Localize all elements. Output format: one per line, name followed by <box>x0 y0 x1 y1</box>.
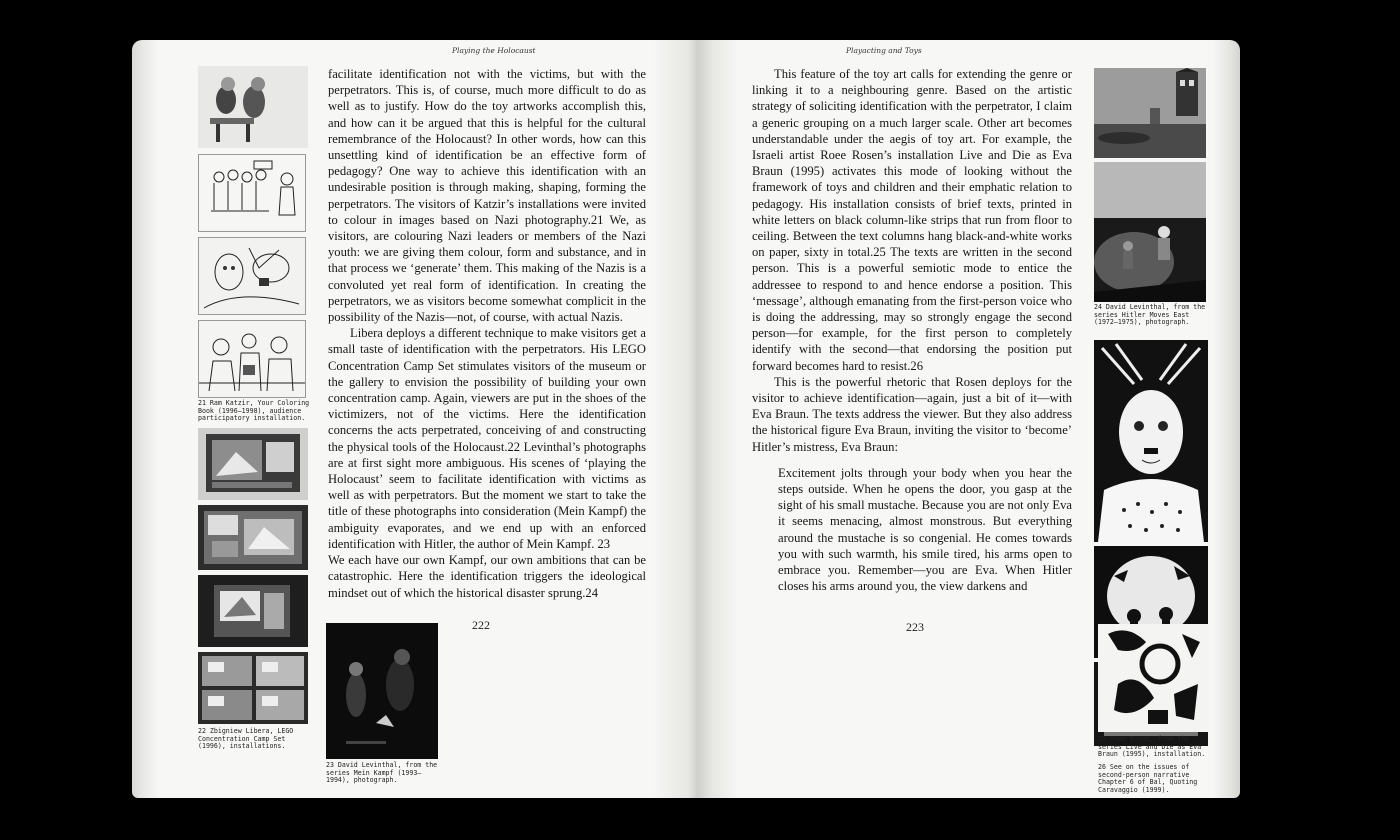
caption-22: 22 Zbigniew Libera, LEGO Concentration Camp Set (1996), installations. <box>198 727 294 751</box>
photo-hitler-moves-east-1 <box>1094 68 1206 158</box>
drawing-nazi-youth <box>198 154 306 232</box>
open-book <box>132 40 1240 798</box>
drawing-crowd <box>198 320 306 398</box>
block-quote: Excitement jolts through your body when you hear the steps outside. When he opens the door, you gasp at the sight of his small mustache. Because you are not only Eva it seems menacing, almost monstrous. But everything around the mustache is so congenial. He comes towards you with such warmth, his smile tired, his arms open to embrace you. Remember—you are Eva. When Hitler closes his arms around you, the view darkens and <box>778 465 1072 594</box>
right-page <box>698 40 1240 798</box>
caption-24: 24 David Levinthal, from the series Hitler Moves East (1972–1975), photograph. <box>1094 303 1206 327</box>
photo-lego-box-3 <box>198 575 308 647</box>
caption-25: 25 Roee Rosen, from the series Live and Die as Eva Braun (1995), installation. <box>1098 735 1206 759</box>
photo-lego-box-2 <box>198 505 308 570</box>
artwork-rosen-collage <box>1098 624 1208 732</box>
paragraph: Libera deploys a different technique to make visitors get a small taste of identification with the perpetrators. His LEGO Concentration Camp Set stimulates visitors of the museum or the gallery to envision the possibility of building your own concentration camp. Again, viewers are put in the shoes of the victimizers, not of the victims. Here the identification concerns the acts perpetrated, conceiving of and constructing the physical tools of the Holocaust.22 Levinthal’s photographs are at first sight more ambiguous. His scenes of ‘playing the Holocaust’ seem to facilitate identification with victims as well as with perpetrators. But the moment we start to take the title of these photographs into consideration (Mein Kampf) the ambiguity evaporates, and we end up with an enforced identification with Hitler, the author of Mein Kampf. 23 <box>328 326 646 551</box>
running-head-left: Playing the Holocaust <box>452 46 536 55</box>
caption-26: 26 See on the issues of second-person narrative Chapter 6 of Bal, Quoting Caravaggio (1999). <box>1098 763 1198 794</box>
caption-23: 23 David Levinthal, from the series Mein Kampf (1993–1994), photograph. <box>326 761 438 785</box>
drawing-faces <box>198 237 306 315</box>
running-head-right: Playacting and Toys <box>846 46 922 55</box>
left-body-text <box>328 66 646 601</box>
left-page <box>132 40 698 798</box>
paragraph: facilitate identification not with the victims, but with the perpetrators. This is, of course, much more difficult to do as well as to justify. How do the toy artworks accomplish this, and how can it be argued that this is helpful for the cultural remembrance of the Holocaust? In other words, how can this unsettling kind of identification be an effective form of pedagogy? One way to achieve this identification with an undesirable position is through making, shaping, forming the perpetrators. The visitors of Katzir’s installations were invited to colour in images based on Nazi photography.21 We, as visitors, are colouring Nazi leaders or members of the Nazi youth: we are giving them colour, form and substance, and in that process we ‘generate’ them. This making of the Nazis is a convoluted yet real form of identification. In creating the perpetrators, we as visitors become somewhat complicit in the possibility of the Nazis—not, of course, with actual Nazis. <box>328 67 646 325</box>
photo-lego-box-1 <box>198 428 308 500</box>
paragraph: This is the powerful rhetoric that Rosen deploys for the visitor to achieve identification—again, just a bit of it—with Eva Braun. The texts address the viewer. But they also address the historical figure Eva Braun, inviting the visitor to ‘become’ Hitler’s mistress, Eva Braun: <box>752 374 1072 454</box>
page-number-left: 222 <box>472 618 490 632</box>
photo-katzir-visitors <box>198 66 308 148</box>
photo-lego-boxes-4 <box>198 652 308 724</box>
photo-mein-kampf <box>326 623 438 759</box>
caption-21: 21 Ram Katzir, Your Coloring Book (1996–1998), audience participatory installation. <box>198 399 310 423</box>
photo-hitler-moves-east-2 <box>1094 162 1206 302</box>
artwork-eva-braun-portrait <box>1094 340 1208 542</box>
page-number-right: 223 <box>906 620 924 634</box>
right-body-text <box>752 66 1072 595</box>
paragraph: We each have our own Kampf, our own ambitions that can be catastrophic. Here the identification triggers the ideological mindset out of which the historical disaster sprung.24 <box>328 553 646 600</box>
paragraph: This feature of the toy art calls for extending the genre or linking it to a neighbouring genre. Based on the artistic strategy of soliciting identification with the perpetrator, I claim a generic grouping on a much larger scale. Other art becomes understandable under the aegis of toy art. For example, the Israeli artist Roee Rosen’s installation Live and Die as Eva Braun (1995) activates this mode of looking without the framework of toys and children and their emphatic relation to pedagogy. His installation consists of brief texts, printed in white letters on black column-like strips that run from floor to ceiling. Between the text columns hang black-and-white works on paper, sixty in total.25 The texts are written in the second person. This is a powerful semiotic mode to entice the addressee to respond to and hence endorse a position. This ‘message’, although emanating from the first-person voice who is doing the addressing, may so strongly engage the second person—for example, for the first person to completely identify with the second—that endorsing the position put forward becomes hard to resist.26 <box>752 67 1072 373</box>
